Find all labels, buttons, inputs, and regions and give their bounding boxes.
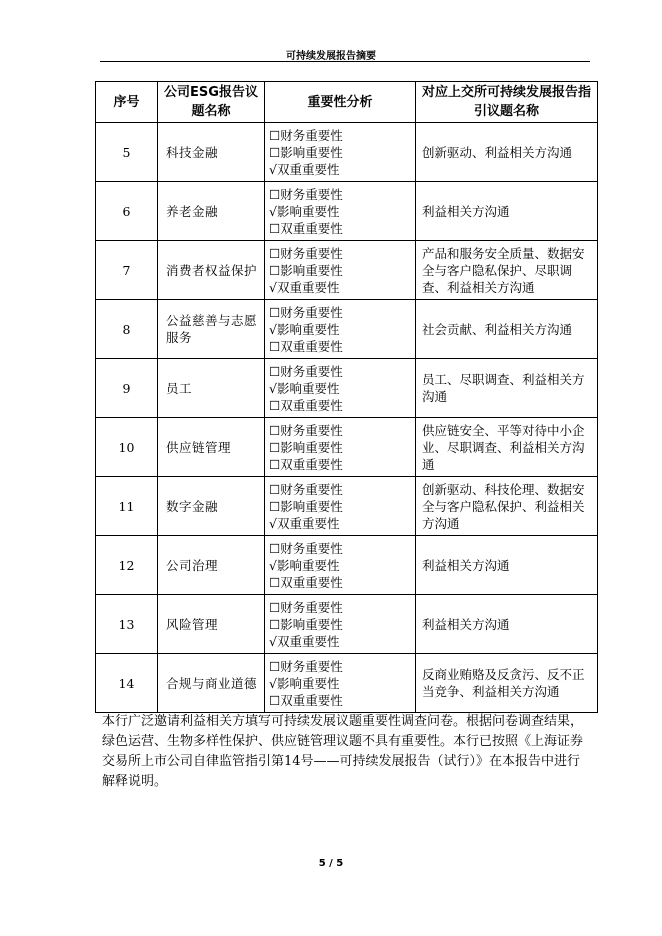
materiality-option: √影响重要性	[269, 557, 340, 573]
column-header-topic: 公司ESG报告议题名称	[158, 82, 265, 123]
row-number: 5	[96, 123, 158, 182]
materiality-option: ☐财务重要性	[269, 422, 343, 438]
materiality-option: ☐影响重要性	[269, 439, 343, 455]
materiality-analysis	[265, 654, 416, 713]
materiality-option: ☐双重重要性	[269, 220, 343, 236]
topic-name: 员工	[158, 359, 265, 418]
page-header-title: 可持续发展报告摘要	[286, 51, 376, 62]
esg-topics-table	[95, 81, 598, 713]
materiality-option: ☐财务重要性	[269, 127, 343, 143]
sse-topic-name: 利益相关方沟通	[416, 536, 598, 595]
row-number: 10	[96, 418, 158, 477]
materiality-analysis	[265, 182, 416, 241]
materiality-option: ☐双重重要性	[269, 338, 343, 354]
header-divider	[100, 61, 590, 62]
materiality-option: ☐财务重要性	[269, 363, 343, 379]
sse-topic-name: 产品和服务安全质量、数据安全与客户隐私保护、尽职调查、利益相关方沟通	[416, 241, 598, 300]
row-number: 14	[96, 654, 158, 713]
materiality-analysis	[265, 300, 416, 359]
topic-name: 消费者权益保护	[158, 241, 265, 300]
materiality-option: ☐影响重要性	[269, 144, 343, 160]
materiality-option: ☐双重重要性	[269, 692, 343, 708]
table-row	[96, 654, 598, 713]
topic-name: 公司治理	[158, 536, 265, 595]
table-row	[96, 123, 598, 182]
materiality-option: √双重重要性	[269, 633, 340, 649]
materiality-option: √双重重要性	[269, 279, 340, 295]
row-number: 8	[96, 300, 158, 359]
table-row	[96, 595, 598, 654]
sse-topic-name: 供应链安全、平等对待中小企业、尽职调查、利益相关方沟通	[416, 418, 598, 477]
topic-name: 风险管理	[158, 595, 265, 654]
row-number: 6	[96, 182, 158, 241]
sse-topic-name: 员工、尽职调查、利益相关方沟通	[416, 359, 598, 418]
materiality-option: ☐财务重要性	[269, 540, 343, 556]
topic-name: 科技金融	[158, 123, 265, 182]
materiality-option: √影响重要性	[269, 380, 340, 396]
materiality-option: ☐双重重要性	[269, 456, 343, 472]
materiality-analysis	[265, 241, 416, 300]
materiality-option: ☐财务重要性	[269, 304, 343, 320]
sse-topic-name: 社会贡献、利益相关方沟通	[416, 300, 598, 359]
table-row	[96, 536, 598, 595]
table-row	[96, 418, 598, 477]
materiality-option: ☐影响重要性	[269, 262, 343, 278]
row-number: 13	[96, 595, 158, 654]
materiality-option: √双重重要性	[269, 515, 340, 531]
table-row	[96, 300, 598, 359]
row-number: 7	[96, 241, 158, 300]
materiality-option: √影响重要性	[269, 203, 340, 219]
materiality-option: ☐财务重要性	[269, 245, 343, 261]
sse-topic-name: 创新驱动、科技伦理、数据安全与客户隐私保护、利益相关方沟通	[416, 477, 598, 536]
topic-name: 合规与商业道德	[158, 654, 265, 713]
explanatory-note: 本行广泛邀请利益相关方填写可持续发展议题重要性调查问卷。根据问卷调查结果，绿色运营、生物多样性保护、供应链管理议题不具有重要性。本行已按照《上海证券交易所上市公司自律监管指引第14号——可持续发展报告（试行）》在本报告中进行解释说明。	[102, 714, 584, 789]
materiality-analysis	[265, 359, 416, 418]
materiality-analysis	[265, 477, 416, 536]
table-row	[96, 182, 598, 241]
table-header-row	[96, 82, 598, 123]
materiality-option: ☐影响重要性	[269, 498, 343, 514]
materiality-analysis	[265, 536, 416, 595]
row-number: 12	[96, 536, 158, 595]
table-body	[96, 123, 598, 713]
sse-topic-name: 反商业贿赂及反贪污、反不正当竞争、利益相关方沟通	[416, 654, 598, 713]
materiality-analysis	[265, 418, 416, 477]
materiality-option: ☐影响重要性	[269, 616, 343, 632]
materiality-option: ☐财务重要性	[269, 658, 343, 674]
sse-topic-name: 利益相关方沟通	[416, 595, 598, 654]
materiality-option: √影响重要性	[269, 675, 340, 691]
column-header-sse-topic: 对应上交所可持续发展报告指引议题名称	[416, 82, 598, 123]
column-header-materiality: 重要性分析	[265, 82, 416, 123]
materiality-option: ☐财务重要性	[269, 599, 343, 615]
sse-topic-name: 利益相关方沟通	[416, 182, 598, 241]
topic-name: 数字金融	[158, 477, 265, 536]
materiality-analysis	[265, 595, 416, 654]
materiality-option: ☐财务重要性	[269, 481, 343, 497]
page-number: 5 / 5	[318, 858, 344, 869]
materiality-option: ☐财务重要性	[269, 186, 343, 202]
topic-name: 养老金融	[158, 182, 265, 241]
topic-name: 供应链管理	[158, 418, 265, 477]
sse-topic-name: 创新驱动、利益相关方沟通	[416, 123, 598, 182]
materiality-option: √双重重要性	[269, 161, 340, 177]
materiality-option: √影响重要性	[269, 321, 340, 337]
table-row	[96, 359, 598, 418]
topic-name: 公益慈善与志愿服务	[158, 300, 265, 359]
materiality-option: ☐双重重要性	[269, 574, 343, 590]
materiality-option: ☐双重重要性	[269, 397, 343, 413]
materiality-analysis	[265, 123, 416, 182]
table-row	[96, 477, 598, 536]
table-row	[96, 241, 598, 300]
row-number: 11	[96, 477, 158, 536]
row-number: 9	[96, 359, 158, 418]
column-header-num: 序号	[96, 82, 158, 123]
